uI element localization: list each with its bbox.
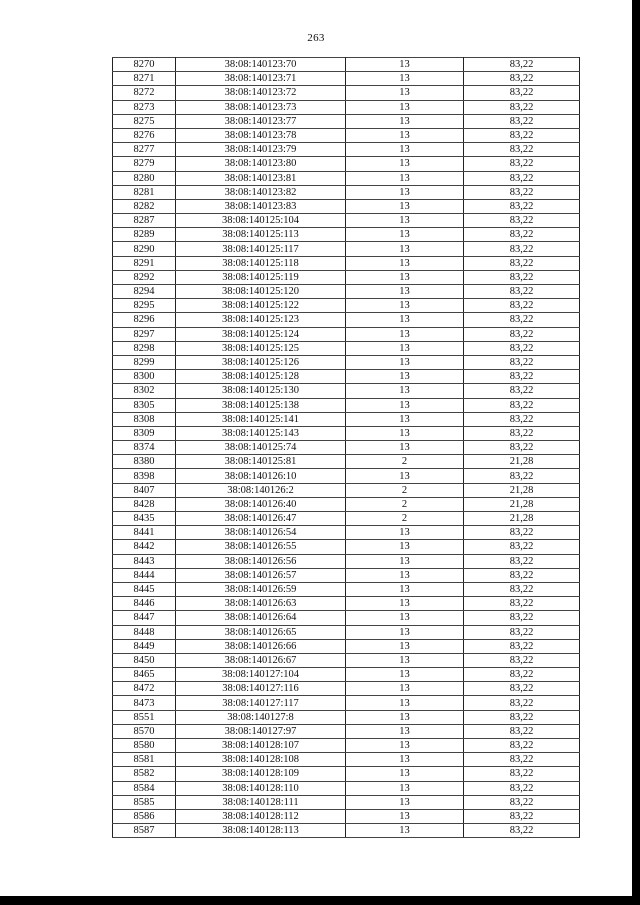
area-cell: 83,22: [464, 327, 580, 341]
cadastral-number-cell: 38:08:140128:108: [176, 753, 346, 767]
cadastral-number-cell: 38:08:140126:65: [176, 625, 346, 639]
table-row: [113, 653, 580, 667]
table-row: [113, 469, 580, 483]
area-cell: 83,22: [464, 554, 580, 568]
table-row: [113, 753, 580, 767]
share-count-cell: 13: [346, 270, 464, 284]
cadastral-number-cell: 38:08:140123:81: [176, 171, 346, 185]
row-number-cell: 8298: [113, 341, 176, 355]
row-number-cell: 8442: [113, 540, 176, 554]
table-row: [113, 313, 580, 327]
area-cell: 83,22: [464, 540, 580, 554]
table-row: [113, 568, 580, 582]
area-cell: 83,22: [464, 384, 580, 398]
cadastral-number-cell: 38:08:140126:54: [176, 526, 346, 540]
row-number-cell: 8295: [113, 299, 176, 313]
area-cell: 83,22: [464, 86, 580, 100]
row-number-cell: 8291: [113, 256, 176, 270]
cadastral-number-cell: 38:08:140125:117: [176, 242, 346, 256]
cadastral-number-cell: 38:08:140123:77: [176, 114, 346, 128]
table-row: [113, 58, 580, 72]
table-row: [113, 426, 580, 440]
area-cell: 83,22: [464, 653, 580, 667]
table-row: [113, 398, 580, 412]
cadastral-number-cell: 38:08:140125:74: [176, 441, 346, 455]
area-cell: 83,22: [464, 355, 580, 369]
page-number: 263: [307, 32, 325, 44]
row-number-cell: 8276: [113, 128, 176, 142]
area-cell: 83,22: [464, 441, 580, 455]
table-row: [113, 72, 580, 86]
cadastral-number-cell: 38:08:140126:64: [176, 611, 346, 625]
area-cell: 83,22: [464, 412, 580, 426]
area-cell: 83,22: [464, 171, 580, 185]
row-number-cell: 8581: [113, 753, 176, 767]
share-count-cell: 13: [346, 739, 464, 753]
cadastral-number-cell: 38:08:140125:123: [176, 313, 346, 327]
row-number-cell: 8443: [113, 554, 176, 568]
table-row: [113, 128, 580, 142]
row-number-cell: 8289: [113, 228, 176, 242]
row-number-cell: 8281: [113, 185, 176, 199]
table-row: [113, 582, 580, 596]
row-number-cell: 8580: [113, 739, 176, 753]
area-cell: 83,22: [464, 625, 580, 639]
cadastral-number-cell: 38:08:140126:67: [176, 653, 346, 667]
table-row: [113, 781, 580, 795]
parcel-table: [112, 57, 580, 838]
table-row: [113, 114, 580, 128]
cadastral-number-cell: 38:08:140125:119: [176, 270, 346, 284]
share-count-cell: 13: [346, 668, 464, 682]
scan-edge-right: [632, 0, 640, 905]
row-number-cell: 8308: [113, 412, 176, 426]
area-cell: 21,28: [464, 483, 580, 497]
share-count-cell: 13: [346, 214, 464, 228]
area-cell: 83,22: [464, 568, 580, 582]
table-row: [113, 526, 580, 540]
area-cell: 21,28: [464, 497, 580, 511]
share-count-cell: 13: [346, 256, 464, 270]
area-cell: 83,22: [464, 668, 580, 682]
cadastral-number-cell: 38:08:140125:141: [176, 412, 346, 426]
row-number-cell: 8270: [113, 58, 176, 72]
area-cell: 83,22: [464, 370, 580, 384]
row-number-cell: 8398: [113, 469, 176, 483]
table-row: [113, 185, 580, 199]
share-count-cell: 13: [346, 384, 464, 398]
cadastral-number-cell: 38:08:140123:79: [176, 143, 346, 157]
table-row: [113, 639, 580, 653]
area-cell: 83,22: [464, 696, 580, 710]
row-number-cell: 8292: [113, 270, 176, 284]
share-count-cell: 2: [346, 455, 464, 469]
area-cell: 83,22: [464, 313, 580, 327]
table-row: [113, 270, 580, 284]
area-cell: 83,22: [464, 143, 580, 157]
share-count-cell: 13: [346, 724, 464, 738]
row-number-cell: 8297: [113, 327, 176, 341]
row-number-cell: 8584: [113, 781, 176, 795]
table-row: [113, 412, 580, 426]
cadastral-number-cell: 38:08:140125:120: [176, 285, 346, 299]
share-count-cell: 13: [346, 795, 464, 809]
area-cell: 83,22: [464, 299, 580, 313]
table-row: [113, 86, 580, 100]
table-row: [113, 795, 580, 809]
row-number-cell: 8585: [113, 795, 176, 809]
table-row: [113, 199, 580, 213]
share-count-cell: 2: [346, 483, 464, 497]
row-number-cell: 8446: [113, 597, 176, 611]
row-number-cell: 8300: [113, 370, 176, 384]
area-cell: 83,22: [464, 228, 580, 242]
area-cell: 83,22: [464, 285, 580, 299]
share-count-cell: 13: [346, 696, 464, 710]
share-count-cell: 13: [346, 469, 464, 483]
table-row: [113, 256, 580, 270]
row-number-cell: 8279: [113, 157, 176, 171]
cadastral-number-cell: 38:08:140128:113: [176, 824, 346, 838]
share-count-cell: 13: [346, 242, 464, 256]
area-cell: 83,22: [464, 753, 580, 767]
table-body: [113, 58, 580, 838]
row-number-cell: 8277: [113, 143, 176, 157]
row-number-cell: 8275: [113, 114, 176, 128]
share-count-cell: 13: [346, 86, 464, 100]
table-row: [113, 809, 580, 823]
table-row: [113, 143, 580, 157]
share-count-cell: 2: [346, 512, 464, 526]
share-count-cell: 13: [346, 639, 464, 653]
share-count-cell: 13: [346, 526, 464, 540]
row-number-cell: 8374: [113, 441, 176, 455]
area-cell: 83,22: [464, 128, 580, 142]
area-cell: 83,22: [464, 824, 580, 838]
cadastral-number-cell: 38:08:140125:118: [176, 256, 346, 270]
cadastral-number-cell: 38:08:140125:122: [176, 299, 346, 313]
share-count-cell: 13: [346, 355, 464, 369]
share-count-cell: 13: [346, 313, 464, 327]
table-row: [113, 285, 580, 299]
table-row: [113, 625, 580, 639]
row-number-cell: 8380: [113, 455, 176, 469]
cadastral-number-cell: 38:08:140126:66: [176, 639, 346, 653]
share-count-cell: 13: [346, 370, 464, 384]
area-cell: 83,22: [464, 256, 580, 270]
area-cell: 83,22: [464, 526, 580, 540]
cadastral-number-cell: 38:08:140123:78: [176, 128, 346, 142]
cadastral-number-cell: 38:08:140125:138: [176, 398, 346, 412]
cadastral-number-cell: 38:08:140126:40: [176, 497, 346, 511]
cadastral-number-cell: 38:08:140125:126: [176, 355, 346, 369]
area-cell: 83,22: [464, 639, 580, 653]
share-count-cell: 13: [346, 199, 464, 213]
cadastral-number-cell: 38:08:140123:82: [176, 185, 346, 199]
table-row: [113, 441, 580, 455]
share-count-cell: 13: [346, 767, 464, 781]
cadastral-number-cell: 38:08:140128:110: [176, 781, 346, 795]
table-row: [113, 682, 580, 696]
area-cell: 83,22: [464, 809, 580, 823]
share-count-cell: 13: [346, 540, 464, 554]
share-count-cell: 13: [346, 299, 464, 313]
area-cell: 83,22: [464, 341, 580, 355]
area-cell: 83,22: [464, 710, 580, 724]
area-cell: 83,22: [464, 58, 580, 72]
share-count-cell: 13: [346, 157, 464, 171]
cadastral-number-cell: 38:08:140125:143: [176, 426, 346, 440]
row-number-cell: 8296: [113, 313, 176, 327]
scan-edge-bottom: [0, 896, 640, 905]
cadastral-number-cell: 38:08:140125:128: [176, 370, 346, 384]
cadastral-number-cell: 38:08:140126:57: [176, 568, 346, 582]
cadastral-number-cell: 38:08:140128:107: [176, 739, 346, 753]
row-number-cell: 8473: [113, 696, 176, 710]
row-number-cell: 8305: [113, 398, 176, 412]
share-count-cell: 13: [346, 412, 464, 426]
row-number-cell: 8428: [113, 497, 176, 511]
row-number-cell: 8294: [113, 285, 176, 299]
area-cell: 83,22: [464, 724, 580, 738]
row-number-cell: 8441: [113, 526, 176, 540]
row-number-cell: 8407: [113, 483, 176, 497]
cadastral-number-cell: 38:08:140123:73: [176, 100, 346, 114]
cadastral-number-cell: 38:08:140123:83: [176, 199, 346, 213]
cadastral-number-cell: 38:08:140128:112: [176, 809, 346, 823]
table-row: [113, 767, 580, 781]
share-count-cell: 13: [346, 128, 464, 142]
table-row: [113, 327, 580, 341]
table-row: [113, 341, 580, 355]
share-count-cell: 13: [346, 100, 464, 114]
row-number-cell: 8450: [113, 653, 176, 667]
share-count-cell: 13: [346, 597, 464, 611]
cadastral-number-cell: 38:08:140128:109: [176, 767, 346, 781]
area-cell: 83,22: [464, 781, 580, 795]
table-row: [113, 228, 580, 242]
cadastral-number-cell: 38:08:140127:8: [176, 710, 346, 724]
table-row: [113, 370, 580, 384]
table-row: [113, 739, 580, 753]
area-cell: 83,22: [464, 199, 580, 213]
cadastral-number-cell: 38:08:140127:97: [176, 724, 346, 738]
row-number-cell: 8445: [113, 582, 176, 596]
share-count-cell: 13: [346, 682, 464, 696]
share-count-cell: 13: [346, 341, 464, 355]
row-number-cell: 8272: [113, 86, 176, 100]
cadastral-number-cell: 38:08:140123:80: [176, 157, 346, 171]
area-cell: 21,28: [464, 455, 580, 469]
row-number-cell: 8551: [113, 710, 176, 724]
row-number-cell: 8299: [113, 355, 176, 369]
cadastral-number-cell: 38:08:140125:124: [176, 327, 346, 341]
share-count-cell: 13: [346, 568, 464, 582]
cadastral-number-cell: 38:08:140126:2: [176, 483, 346, 497]
area-cell: 83,22: [464, 767, 580, 781]
table-row: [113, 554, 580, 568]
table-row: [113, 668, 580, 682]
share-count-cell: 13: [346, 285, 464, 299]
row-number-cell: 8465: [113, 668, 176, 682]
cadastral-number-cell: 38:08:140127:104: [176, 668, 346, 682]
row-number-cell: 8449: [113, 639, 176, 653]
row-number-cell: 8586: [113, 809, 176, 823]
row-number-cell: 8282: [113, 199, 176, 213]
row-number-cell: 8448: [113, 625, 176, 639]
share-count-cell: 13: [346, 114, 464, 128]
area-cell: 83,22: [464, 72, 580, 86]
share-count-cell: 13: [346, 625, 464, 639]
table-row: [113, 455, 580, 469]
row-number-cell: 8444: [113, 568, 176, 582]
table-row: [113, 540, 580, 554]
cadastral-number-cell: 38:08:140126:56: [176, 554, 346, 568]
row-number-cell: 8587: [113, 824, 176, 838]
share-count-cell: 13: [346, 611, 464, 625]
row-number-cell: 8582: [113, 767, 176, 781]
cadastral-number-cell: 38:08:140125:113: [176, 228, 346, 242]
row-number-cell: 8309: [113, 426, 176, 440]
table-row: [113, 512, 580, 526]
table-row: [113, 497, 580, 511]
cadastral-number-cell: 38:08:140125:81: [176, 455, 346, 469]
share-count-cell: 13: [346, 653, 464, 667]
table-row: [113, 214, 580, 228]
area-cell: 83,22: [464, 100, 580, 114]
row-number-cell: 8472: [113, 682, 176, 696]
share-count-cell: 13: [346, 710, 464, 724]
area-cell: 83,22: [464, 270, 580, 284]
table-row: [113, 824, 580, 838]
cadastral-number-cell: 38:08:140126:47: [176, 512, 346, 526]
share-count-cell: 13: [346, 72, 464, 86]
area-cell: 83,22: [464, 242, 580, 256]
area-cell: 21,28: [464, 512, 580, 526]
share-count-cell: 13: [346, 58, 464, 72]
cadastral-number-cell: 38:08:140126:59: [176, 582, 346, 596]
area-cell: 83,22: [464, 157, 580, 171]
share-count-cell: 13: [346, 753, 464, 767]
table-row: [113, 100, 580, 114]
cadastral-number-cell: 38:08:140126:63: [176, 597, 346, 611]
cadastral-number-cell: 38:08:140125:125: [176, 341, 346, 355]
cadastral-number-cell: 38:08:140128:111: [176, 795, 346, 809]
row-number-cell: 8435: [113, 512, 176, 526]
share-count-cell: 13: [346, 171, 464, 185]
table-row: [113, 483, 580, 497]
area-cell: 83,22: [464, 398, 580, 412]
area-cell: 83,22: [464, 597, 580, 611]
cadastral-number-cell: 38:08:140125:130: [176, 384, 346, 398]
share-count-cell: 13: [346, 426, 464, 440]
share-count-cell: 13: [346, 824, 464, 838]
area-cell: 83,22: [464, 426, 580, 440]
cadastral-number-cell: 38:08:140127:116: [176, 682, 346, 696]
area-cell: 83,22: [464, 739, 580, 753]
cadastral-number-cell: 38:08:140123:71: [176, 72, 346, 86]
row-number-cell: 8570: [113, 724, 176, 738]
area-cell: 83,22: [464, 469, 580, 483]
area-cell: 83,22: [464, 682, 580, 696]
table-row: [113, 384, 580, 398]
share-count-cell: 13: [346, 781, 464, 795]
share-count-cell: 13: [346, 327, 464, 341]
share-count-cell: 13: [346, 809, 464, 823]
area-cell: 83,22: [464, 582, 580, 596]
cadastral-number-cell: 38:08:140125:104: [176, 214, 346, 228]
area-cell: 83,22: [464, 185, 580, 199]
share-count-cell: 13: [346, 228, 464, 242]
share-count-cell: 2: [346, 497, 464, 511]
row-number-cell: 8273: [113, 100, 176, 114]
share-count-cell: 13: [346, 554, 464, 568]
row-number-cell: 8302: [113, 384, 176, 398]
row-number-cell: 8271: [113, 72, 176, 86]
table-row: [113, 355, 580, 369]
share-count-cell: 13: [346, 582, 464, 596]
share-count-cell: 13: [346, 441, 464, 455]
table-row: [113, 710, 580, 724]
share-count-cell: 13: [346, 143, 464, 157]
area-cell: 83,22: [464, 214, 580, 228]
cadastral-number-cell: 38:08:140127:117: [176, 696, 346, 710]
row-number-cell: 8447: [113, 611, 176, 625]
table-row: [113, 171, 580, 185]
row-number-cell: 8280: [113, 171, 176, 185]
share-count-cell: 13: [346, 398, 464, 412]
area-cell: 83,22: [464, 611, 580, 625]
table-row: [113, 597, 580, 611]
area-cell: 83,22: [464, 795, 580, 809]
share-count-cell: 13: [346, 185, 464, 199]
cadastral-number-cell: 38:08:140126:55: [176, 540, 346, 554]
table-row: [113, 611, 580, 625]
cadastral-number-cell: 38:08:140123:70: [176, 58, 346, 72]
cadastral-number-cell: 38:08:140126:10: [176, 469, 346, 483]
table-row: [113, 696, 580, 710]
table-row: [113, 724, 580, 738]
row-number-cell: 8287: [113, 214, 176, 228]
cadastral-number-cell: 38:08:140123:72: [176, 86, 346, 100]
table-row: [113, 157, 580, 171]
table-row: [113, 299, 580, 313]
row-number-cell: 8290: [113, 242, 176, 256]
area-cell: 83,22: [464, 114, 580, 128]
table-row: [113, 242, 580, 256]
